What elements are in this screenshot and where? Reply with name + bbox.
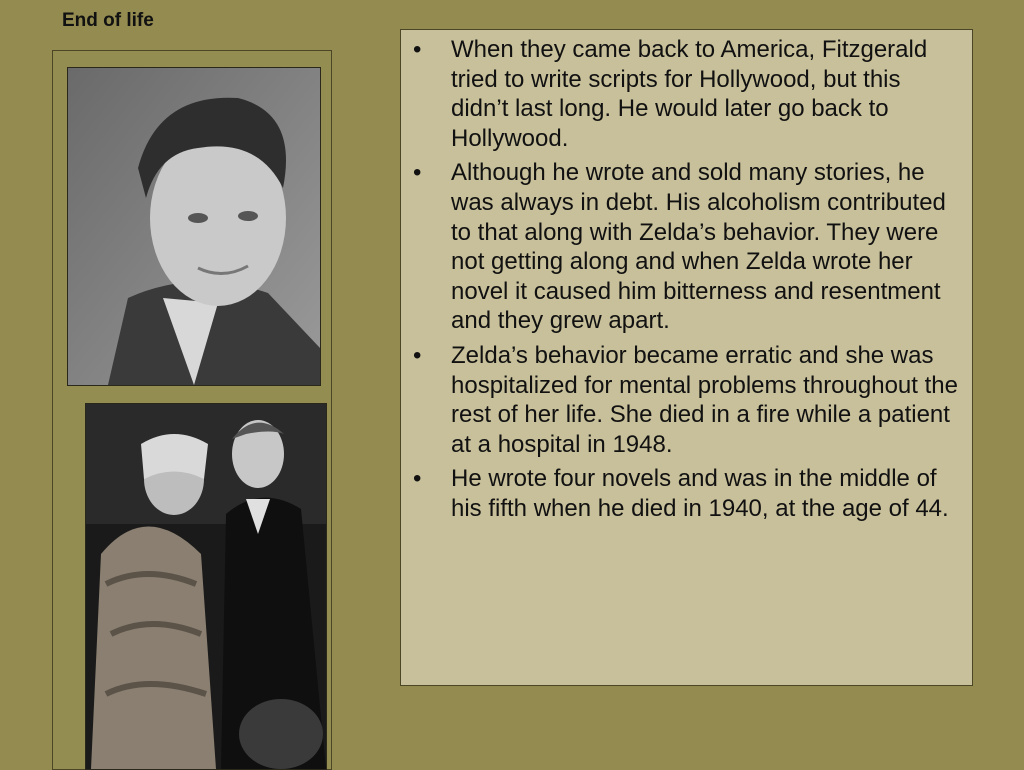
bullet-icon: •: [413, 36, 422, 63]
portrait-photo: [67, 67, 321, 386]
bullet-icon: •: [413, 465, 422, 493]
bullet-item: [407, 341, 958, 459]
bullet-text: Although he wrote and sold many stories, he was always in debt. His alcoholism contributed to that along with Zelda’s behavior. They were not getting along and when Zelda wrote her novel it caused him bitterness and resentment and they grew apart.: [451, 159, 946, 335]
bullet-item: [407, 158, 958, 336]
couple-photo: [85, 403, 327, 770]
bullet-text: Zelda’s behavior became erratic and she was hospitalized for mental problems throughout the rest of her life. She died in a fire while a patient at a hospital in 1948.: [451, 341, 958, 458]
bullet-text: He wrote four novels and was in the middle of his fifth when he died in 1940, at the age of 44.: [451, 465, 949, 522]
bullet-item: [407, 35, 958, 153]
bullet-item: [407, 464, 958, 523]
bullet-list: [407, 35, 958, 524]
bullet-icon: •: [413, 341, 422, 369]
bullet-icon: •: [413, 159, 422, 187]
slide-title: End of life: [62, 10, 154, 31]
bullet-text: When they came back to America, Fitzgerald tried to write scripts for Hollywood, but this didn’t last long. He would later go back to Hollywood.: [451, 36, 928, 152]
text-box: [400, 29, 973, 686]
